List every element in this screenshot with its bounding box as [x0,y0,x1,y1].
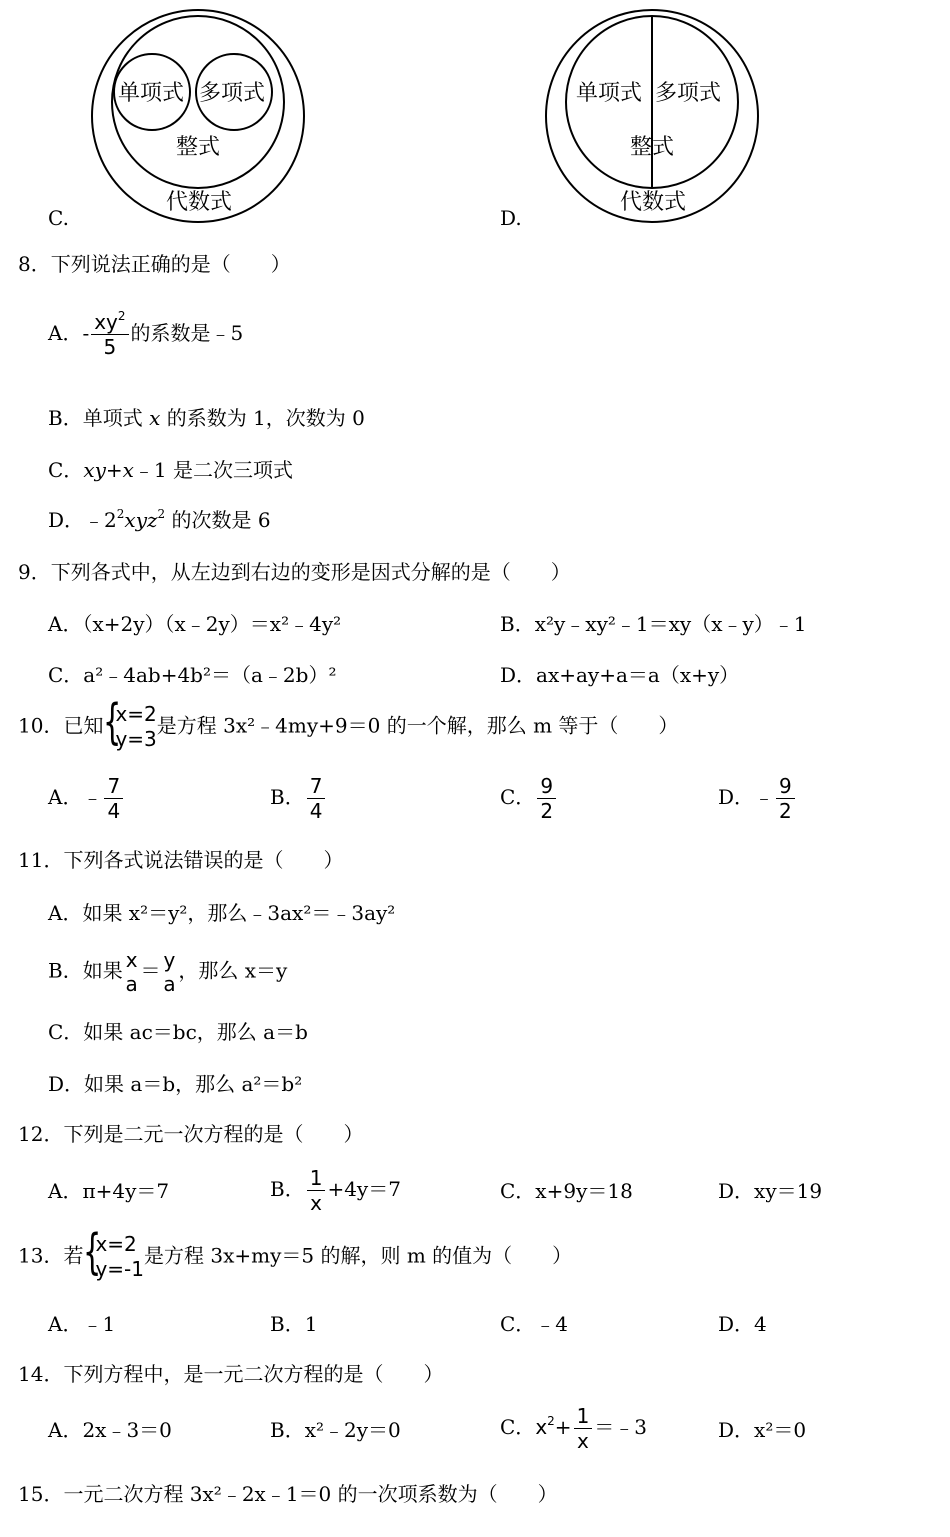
q12-option-d[interactable]: D．xy＝19 [718,1179,823,1203]
q14-option-b[interactable]: B．x²﹣2y＝0 [270,1418,401,1442]
d-diagram-middle: 整式 [630,135,675,160]
q10-option-a[interactable]: A．﹣ $\frac{7}{4}$ [48,776,125,821]
q9-stem: 9．下列各式中，从左边到右边的变形是因式分解的是（ ） [18,560,571,584]
q9-option-d[interactable]: D．ax+ay+a＝a（x+y） [500,663,740,687]
q14-option-c[interactable]: C．$x^2+$ $\frac{1}{x}$ ＝﹣3 [500,1404,648,1453]
q8-option-a[interactable] [48,309,244,359]
q12-option-a[interactable]: A．π+4y＝7 [48,1179,170,1203]
q7-option-d-label: D. [500,206,522,230]
q8-option-b[interactable]: B．单项式 x 的系数为 1，次数为 0 [48,406,365,430]
q10-stem: 10．已知 { x=2 y=3 是方程 3x²﹣4my+9＝0 的一个解，那么 m 等于（ ） [18,694,679,751]
q8-a-label: A． [48,321,83,345]
q11-stem: 11．下列各式说法错误的是（ ） [18,848,344,872]
q14-option-a[interactable]: A．2x﹣3＝0 [48,1418,172,1442]
c-diagram-outer: 代数式 [166,190,233,215]
c-diagram-inner-right: 多项式 [199,81,266,106]
q8-a-fraction: $\frac{xy^2}{5}$ [91,312,128,357]
q8-stem: 8．下列说法正确的是（ ） [18,252,291,276]
q10-equation-system: { x=2 y=3 [103,694,157,751]
q14-option-d[interactable]: D．x²＝0 [718,1418,807,1442]
d-diagram-outer: 代数式 [620,190,687,215]
q9-option-a[interactable]: A．（x+2y）（x﹣2y）＝x²﹣4y² [48,612,342,636]
q13-stem: 13．若 { x=2 y=-1 是方程 3x+my＝5 的解，则 m 的值为（ ） [18,1224,573,1281]
q13-option-b[interactable]: B．1 [270,1312,318,1336]
q7-option-d-diagram [542,6,762,226]
q13-equation-system: { x=2 y=-1 [83,1224,144,1281]
q12-stem: 12．下列是二元一次方程的是（ ） [18,1122,364,1146]
q7-option-c-label: C. [48,206,69,230]
q8-option-c[interactable]: C．xy+x﹣1 是二次三项式 [48,458,294,482]
q8-a-tail: 的系数是﹣5 [130,321,244,345]
q13-option-a[interactable]: A．﹣1 [48,1312,116,1336]
q12-option-c[interactable]: C．x+9y＝18 [500,1179,633,1203]
q8-option-d[interactable]: D．$﹣2^2xyz^2$ 的次数是 6 [48,507,271,532]
q9-option-b[interactable]: B．x²y﹣xy²﹣1＝xy（x﹣y）﹣1 [500,612,807,636]
q11-option-c[interactable]: C．如果 ac＝bc，那么 a＝b [48,1020,308,1044]
q13-option-d[interactable]: D．4 [718,1312,767,1336]
q8-a-sign: - [82,321,90,345]
q10-option-b[interactable]: B． $\frac{7}{4}$ [270,776,327,821]
q10-option-c[interactable]: C． $\frac{9}{2}$ [500,776,558,821]
q14-stem: 14．下列方程中，是一元二次方程的是（ ） [18,1362,444,1386]
q9-option-c[interactable]: C．a²﹣4ab+4b²＝（a﹣2b）² [48,663,337,687]
q10-option-d[interactable]: D．﹣ $\frac{9}{2}$ [718,776,797,821]
c-diagram-inner-left: 单项式 [118,81,185,106]
c-diagram-middle: 整式 [176,135,221,160]
q11-option-b[interactable]: B．如果 x a ＝ y a ，那么 x＝y [48,948,288,996]
q13-option-c[interactable]: C．﹣4 [500,1312,569,1336]
q12-option-b[interactable]: B． $\frac{1}{x}$ +4y＝7 [270,1166,401,1215]
q7-option-c-diagram [88,6,308,226]
q15-stem: 15．一元二次方程 3x²﹣2x﹣1＝0 的一次项系数为（ ） [18,1482,558,1506]
d-diagram-left: 单项式 [576,81,643,106]
d-diagram-right: 多项式 [655,81,722,106]
q11-option-a[interactable]: A．如果 x²＝y²，那么﹣3ax²＝﹣3ay² [48,901,396,925]
q11-option-d[interactable]: D．如果 a＝b，那么 a²＝b² [48,1072,303,1096]
